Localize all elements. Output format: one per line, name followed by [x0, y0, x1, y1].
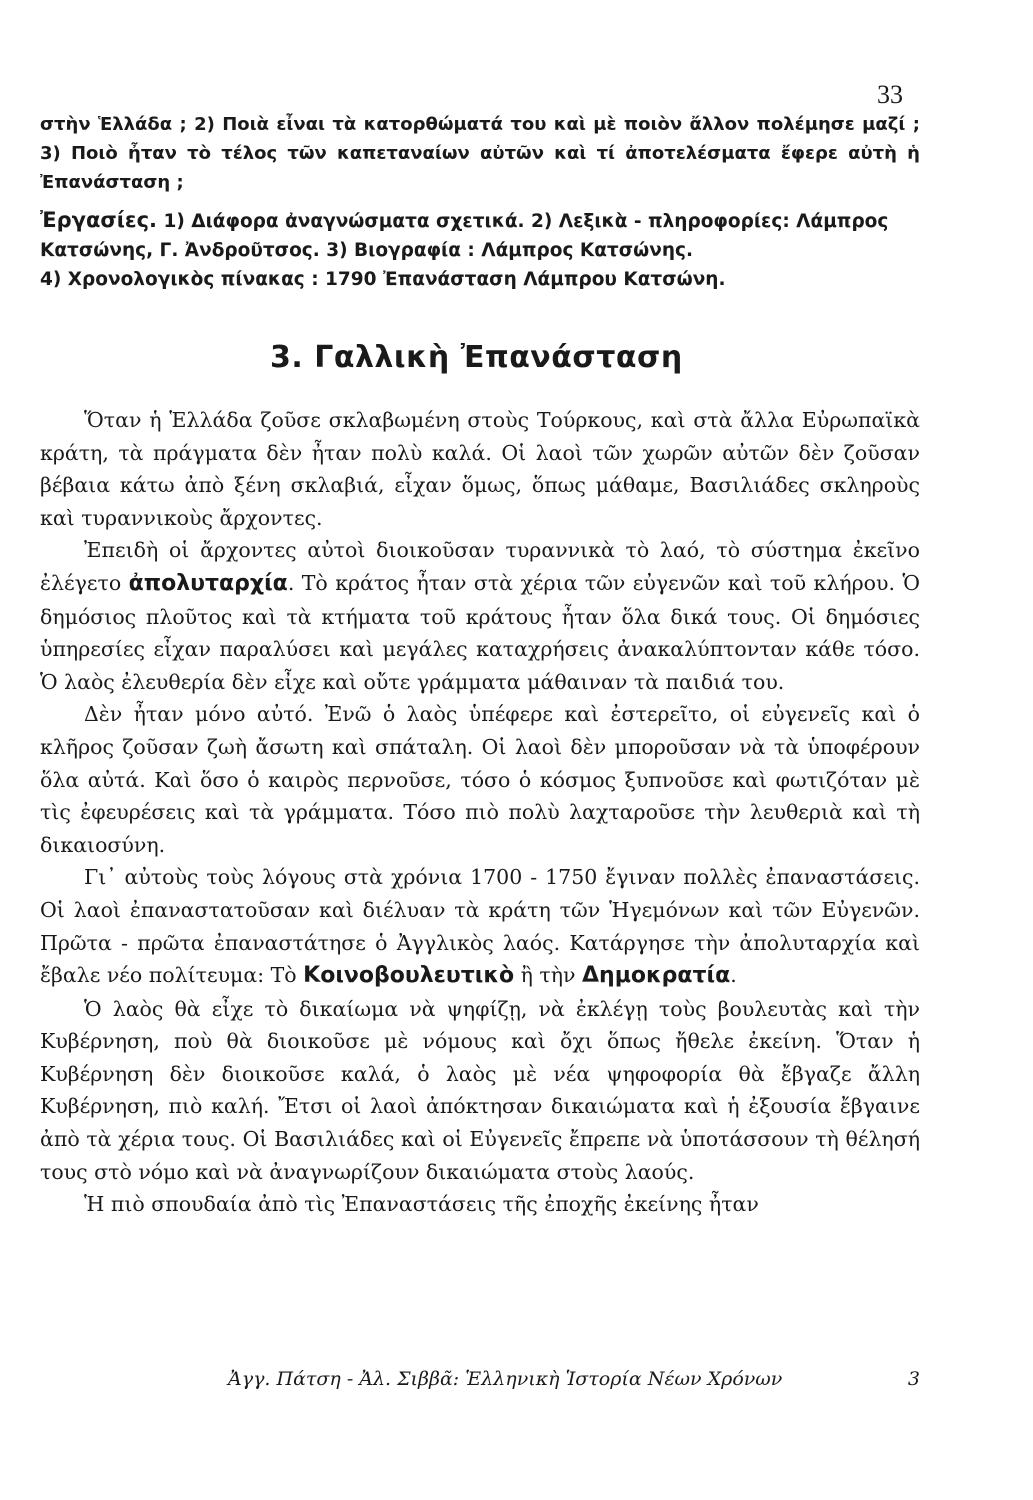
paragraph-4-text-end: .: [730, 963, 737, 988]
paragraph-1: [40, 404, 920, 534]
paragraph-5-text: Ὁ λαὸς θὰ εἶχε τὸ δικαίωμα νὰ ψηφίζῃ, νὰ ἐκλέγῃ τοὺς βουλευτὰς καὶ τὴν Κυβέρνηση, ποὺ θὰ διοικοῦσε μὲ νόμους καὶ ὄχι ὅπως ἤθελε ἐκείνη. Ὅταν ἡ Κυβέρνηση δὲν διοικοῦσε καλά, ὁ λαὸς μὲ νέα ψηφοφορία θὰ ἔβγαζε ἄλλη Κυβέρνηση, πιὸ καλή. Ἔτσι οἱ λαοὶ ἀπόκτησαν δικαιώματα καὶ ἡ ἐξουσία ἔβγαινε ἀπὸ τὰ χέρια τους. Οἱ Βασιλιάδες καὶ οἱ Εὐγενεῖς ἔπρεπε νὰ ὑποτάσσουν τὴ θέλησή τους στὸ νόμο καὶ νὰ ἀναγνωρίζουν δικαιώματα στοὺς λαούς.: [40, 996, 920, 1184]
body-text: [40, 404, 920, 1221]
paragraph-3-text: Δὲν ἦταν μόνο αὐτό. Ἐνῶ ὁ λαὸς ὑπέφερε καὶ ἐστερεῖτο, οἱ εὐγενεῖς καὶ ὁ κλῆρος ζοῦσαν ζωὴ ἄσωτη καὶ σπάταλη. Οἱ λαοὶ δὲν μποροῦσαν νὰ τὰ ὑποφέρουν ὅλα αὐτά. Καὶ ὅσο ὁ καιρὸς περνοῦσε, τόσο ὁ κόσμος ξυπνοῦσε καὶ φωτιζόταν μὲ τὶς ἐφευρέσεις καὶ τὰ γράμματα. Τόσο πιὸ πολὺ λαχταροῦσε τὴν λευθεριὰ καὶ τὴ δικαιοσύνη.: [40, 702, 920, 857]
exercises-line-4: 4) Χρονολογικὸς πίνακας : 1790 Ἐπανάσταση Λάμπρου Κατσώνη.: [40, 269, 726, 290]
paragraph-2: [40, 534, 920, 698]
section-title: 3. Γαλλικὴ Ἐπανάσταση: [270, 340, 683, 375]
paragraph-2-text-a: Ἐπειδὴ οἱ ἄρχοντες αὐτοὶ διοικοῦσαν τυραννικὰ τὸ λαό, τὸ σύστημα ἐκεῖνο ἐλέγετο: [40, 538, 920, 595]
paragraph-3: [40, 698, 920, 861]
paragraph-6-text: Ἡ πιὸ σπουδαία ἀπὸ τὶς Ἐπαναστάσεις τῆς ἐποχῆς ἐκείνης ἦταν: [84, 1192, 759, 1217]
footer-signature: 3: [907, 1368, 920, 1390]
paragraph-4-text-mid: ἢ τὴν: [514, 963, 583, 988]
paragraph-4: [40, 861, 920, 992]
page-number: 33: [877, 80, 903, 109]
paragraph-1-text: Ὅταν ἡ Ἑλλάδα ζοῦσε σκλαβωμένη στοὺς Τούρκους, καὶ στὰ ἄλλα Εὐρωπαϊκὰ κράτη, τὰ πράγματα δὲν ἦταν πολὺ καλά. Οἱ λαοὶ τῶν χωρῶν αὐτῶν δὲν ζοῦσαν βέβαια κάτω ἀπὸ ξένη σκλαβιά, εἶχαν ὅμως, ὅπως μάθαμε, Βασιλιάδες σκληροὺς καὶ τυραννικοὺς ἄρχοντες.: [40, 408, 920, 530]
term-parliamentary: Κοινοβουλευτικὸ: [303, 963, 515, 989]
exercises-block: [40, 206, 920, 294]
paragraph-5: [40, 993, 920, 1189]
term-democracy: Δημοκρατία: [582, 963, 731, 989]
paragraph-2-text-b: . Τὸ κράτος ἦταν στὰ χέρια τῶν εὐγενῶν καὶ τοῦ κλήρου. Ὁ δημόσιος πλοῦτος καὶ τὰ κτήματα τοῦ κράτους ἦταν ὅλα δικά τους. Οἱ δημόσιες ὑπηρεσίες εἶχαν παραλύσει καὶ μεγάλες καταχρήσεις ἀνακαλύπτονταν κάθε τόσο. Ὁ λαὸς ἐλευθερία δὲν εἶχε καὶ οὔτε γράμματα μάθαιναν τὰ παιδιά του.: [40, 570, 921, 694]
paragraph-4-text-a: Γι᾽ αὐτοὺς τοὺς λόγους στὰ χρόνια 1700 - 1750 ἔγιναν πολλὲς ἐπαναστάσεις. Οἱ λαοὶ ἐπαναστατοῦσαν καὶ διέλυαν τὰ κράτη τῶν Ἡγεμόνων καὶ τῶν Εὐγενῶν. Πρῶτα - πρῶτα ἐπαναστάτησε ὁ Ἀγγλικὸς λαός. Κατάργησε τὴν ἀπολυταρχία καὶ ἔβαλε νέο πολίτευμα: Τὸ: [40, 865, 920, 988]
footer-citation: Ἀγγ. Πάτση - Ἀλ. Σιββᾶ: Ἑλληνικὴ Ἱστορία Νέων Χρόνων: [228, 1368, 783, 1390]
review-questions: στὴν Ἑλλάδα ; 2) Ποιὰ εἶναι τὰ κατορθώματά του καὶ μὲ ποιὸν ἄλλον πολέμησε μαζί ; 3) Ποιὸ ἦταν τὸ τέλος τῶν καπεταναίων αὐτῶν καὶ τί ἀποτελέσματα ἔφερε αὐτὴ ἡ Ἐπανάσταση ;: [40, 114, 920, 193]
exercises-text: 1) Διάφορα ἀναγνώσματα σχετικά. 2) Λεξικὰ - πληροφορίες: Λάμπρος Κατσώνης, Γ. Ἀνδροῦτσος. 3) Βιογραφία : Λάμπρος Κατσώνης.: [40, 211, 889, 261]
paragraph-6: [40, 1188, 920, 1221]
exercises-label: Ἐργασίες.: [40, 208, 158, 232]
term-absolutism: ἀπολυταρχία: [128, 570, 288, 596]
